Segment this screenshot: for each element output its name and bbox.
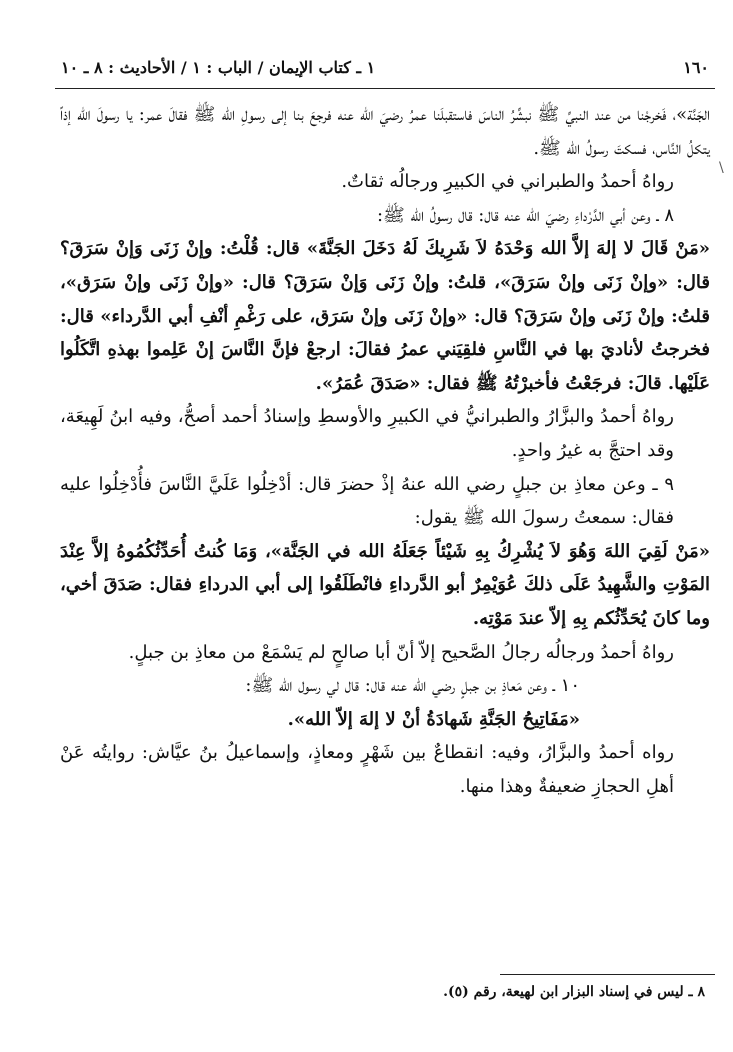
hadith-10-narration: رواه أحمدُ والبزَّارُ، وفيه: انقطاعٌ بين شَهْرٍ ومعاذٍ، وإسماعيلُ بنُ عيَّاش: روايتُه عَنْ أهلِ الحجازِ ضعيفةٌ وهذا منها. — [60, 742, 674, 797]
hadith-8-narration: رواهُ أحمدُ والبزَّارُ والطبرانيُّ في الكبيرِ والأوسطِ وإسنادُ أحمد أصحُّ، وفيه ابنُ لَهِيعَة، وقد احتجَّ به غيرُ واحدٍ. — [60, 406, 674, 461]
footnote-divider — [500, 974, 715, 975]
hadith-9-narration: رواهُ أحمدُ ورجالُه رجالُ الصَّحيح إلاّ أنّ أبا صالحٍ لم يَسْمَعْ من معاذِ بن جبلٍ. — [128, 641, 674, 663]
page-number: ١٦٠ — [683, 58, 709, 77]
hadith-8-intro: ٨ ـ وعن أبي الدَّرْداءِ رضيَ الله عنه قال: قال رسولُ الله ﷺ: — [376, 204, 674, 226]
hadith-8-text: «مَنْ قَالَ لا إلهَ إلاَّ الله وَحْدَهُ لاَ شَرِيكَ لَهُ دَخَلَ الجَنَّةَ» قال: قُلْتُ: وإنْ زَنَى وَإنْ سَرَقَ؟ قال: «وإنْ زَنَى وإنْ سَرَقَ»، قلتُ: وإنْ زَنَى وَإنْ سَرَقَ؟ قال: «وإنْ زَنَى وإنْ سَرَق»، قلتُ: وإنْ زَنَى وإنْ سَرَقَ؟ قال: «وإنْ زَنَى وإنْ سَرَق، على رَغْمِ أنْفِ أبي الدَّرداء» قال: فخرجتُ لأناديَ بها في النَّاسِ فلقِيَني عمرُ فقالَ: ارجعْ فإنَّ النَّاسَ إنْ عَلِموا بهذهِ اتَّكَلُوا عَلَيْها. قالَ: فرجَعْتُ فأخبرْتُهُ ﷺ فقال: «صَدَقَ عُمَرُ». — [60, 238, 710, 394]
footnote: ٨ ـ ليس في إسناد البزار ابن لهيعة، رقم (٥). — [443, 984, 705, 1000]
running-title: ١ ـ كتاب الإيمان / الباب : ١ / الأحاديث : ٨ ـ ١٠ — [61, 58, 376, 77]
page-header — [55, 58, 715, 83]
paragraph-narration: رواهُ أحمدُ والطبراني في الكبيرِ ورجالُه ثقاتٌ. — [341, 171, 674, 193]
main-text — [60, 98, 710, 803]
header-divider — [55, 88, 715, 89]
hadith-10-text: «مَفَاتِيحُ الجَنَّةِ شَهادَةُ أنْ لا إلهَ إلاّ الله». — [287, 708, 580, 730]
paragraph-continuation: الجَنَّة»، فَخرجْنا من عند النبيِّ ﷺ نبشِّرُ الناسَ فاستقبلَنا عمرُ رضيَ الله عنه فرجعَ بنا إلى رسولِ الله ﷺ فقالَ عمر: يا رسولَ الله إذاً يتكلُ النَّاس، فسكتَ رسولُ الله ﷺ. — [60, 104, 710, 159]
hadith-9-text: «مَنْ لَقِيَ اللهَ وَهُوَ لاَ يُشْرِكُ بِهِ شَيْئاً جَعَلَهُ الله في الجَنَّة»، وَمَا كُنتُ أُحَدِّثُكُمُوهُ إلاَّ عِنْدَ المَوْتِ والشَّهِيدُ عَلَى ذلكَ عُوَيْمِرٌ أبو الدَّرداءِ فانْطَلَقُوا إلى أبي الدرداءِ فقال: صَدَقَ أخي، وما كانَ يُحَدِّثُكم بِهِ إلاّ عندَ مَوْتِه. — [60, 540, 710, 629]
page-header-area — [55, 58, 715, 83]
margin-mark: \ — [719, 160, 724, 176]
hadith-10-intro: ١٠ ـ وعن مَعاذِ بن جبلٍ رضي الله عنه قال: قال لي رسول الله ﷺ: — [245, 675, 580, 697]
hadith-9-intro: ٩ ـ وعن معاذِ بن جبلٍ رضي الله عنهُ إذْ حضرَ قال: أدْخِلُوا عَلَيَّ النَّاسَ فأُدْخِلُوا عليه فقال: سمعتُ رسولَ الله ﷺ يقول: — [60, 473, 674, 529]
